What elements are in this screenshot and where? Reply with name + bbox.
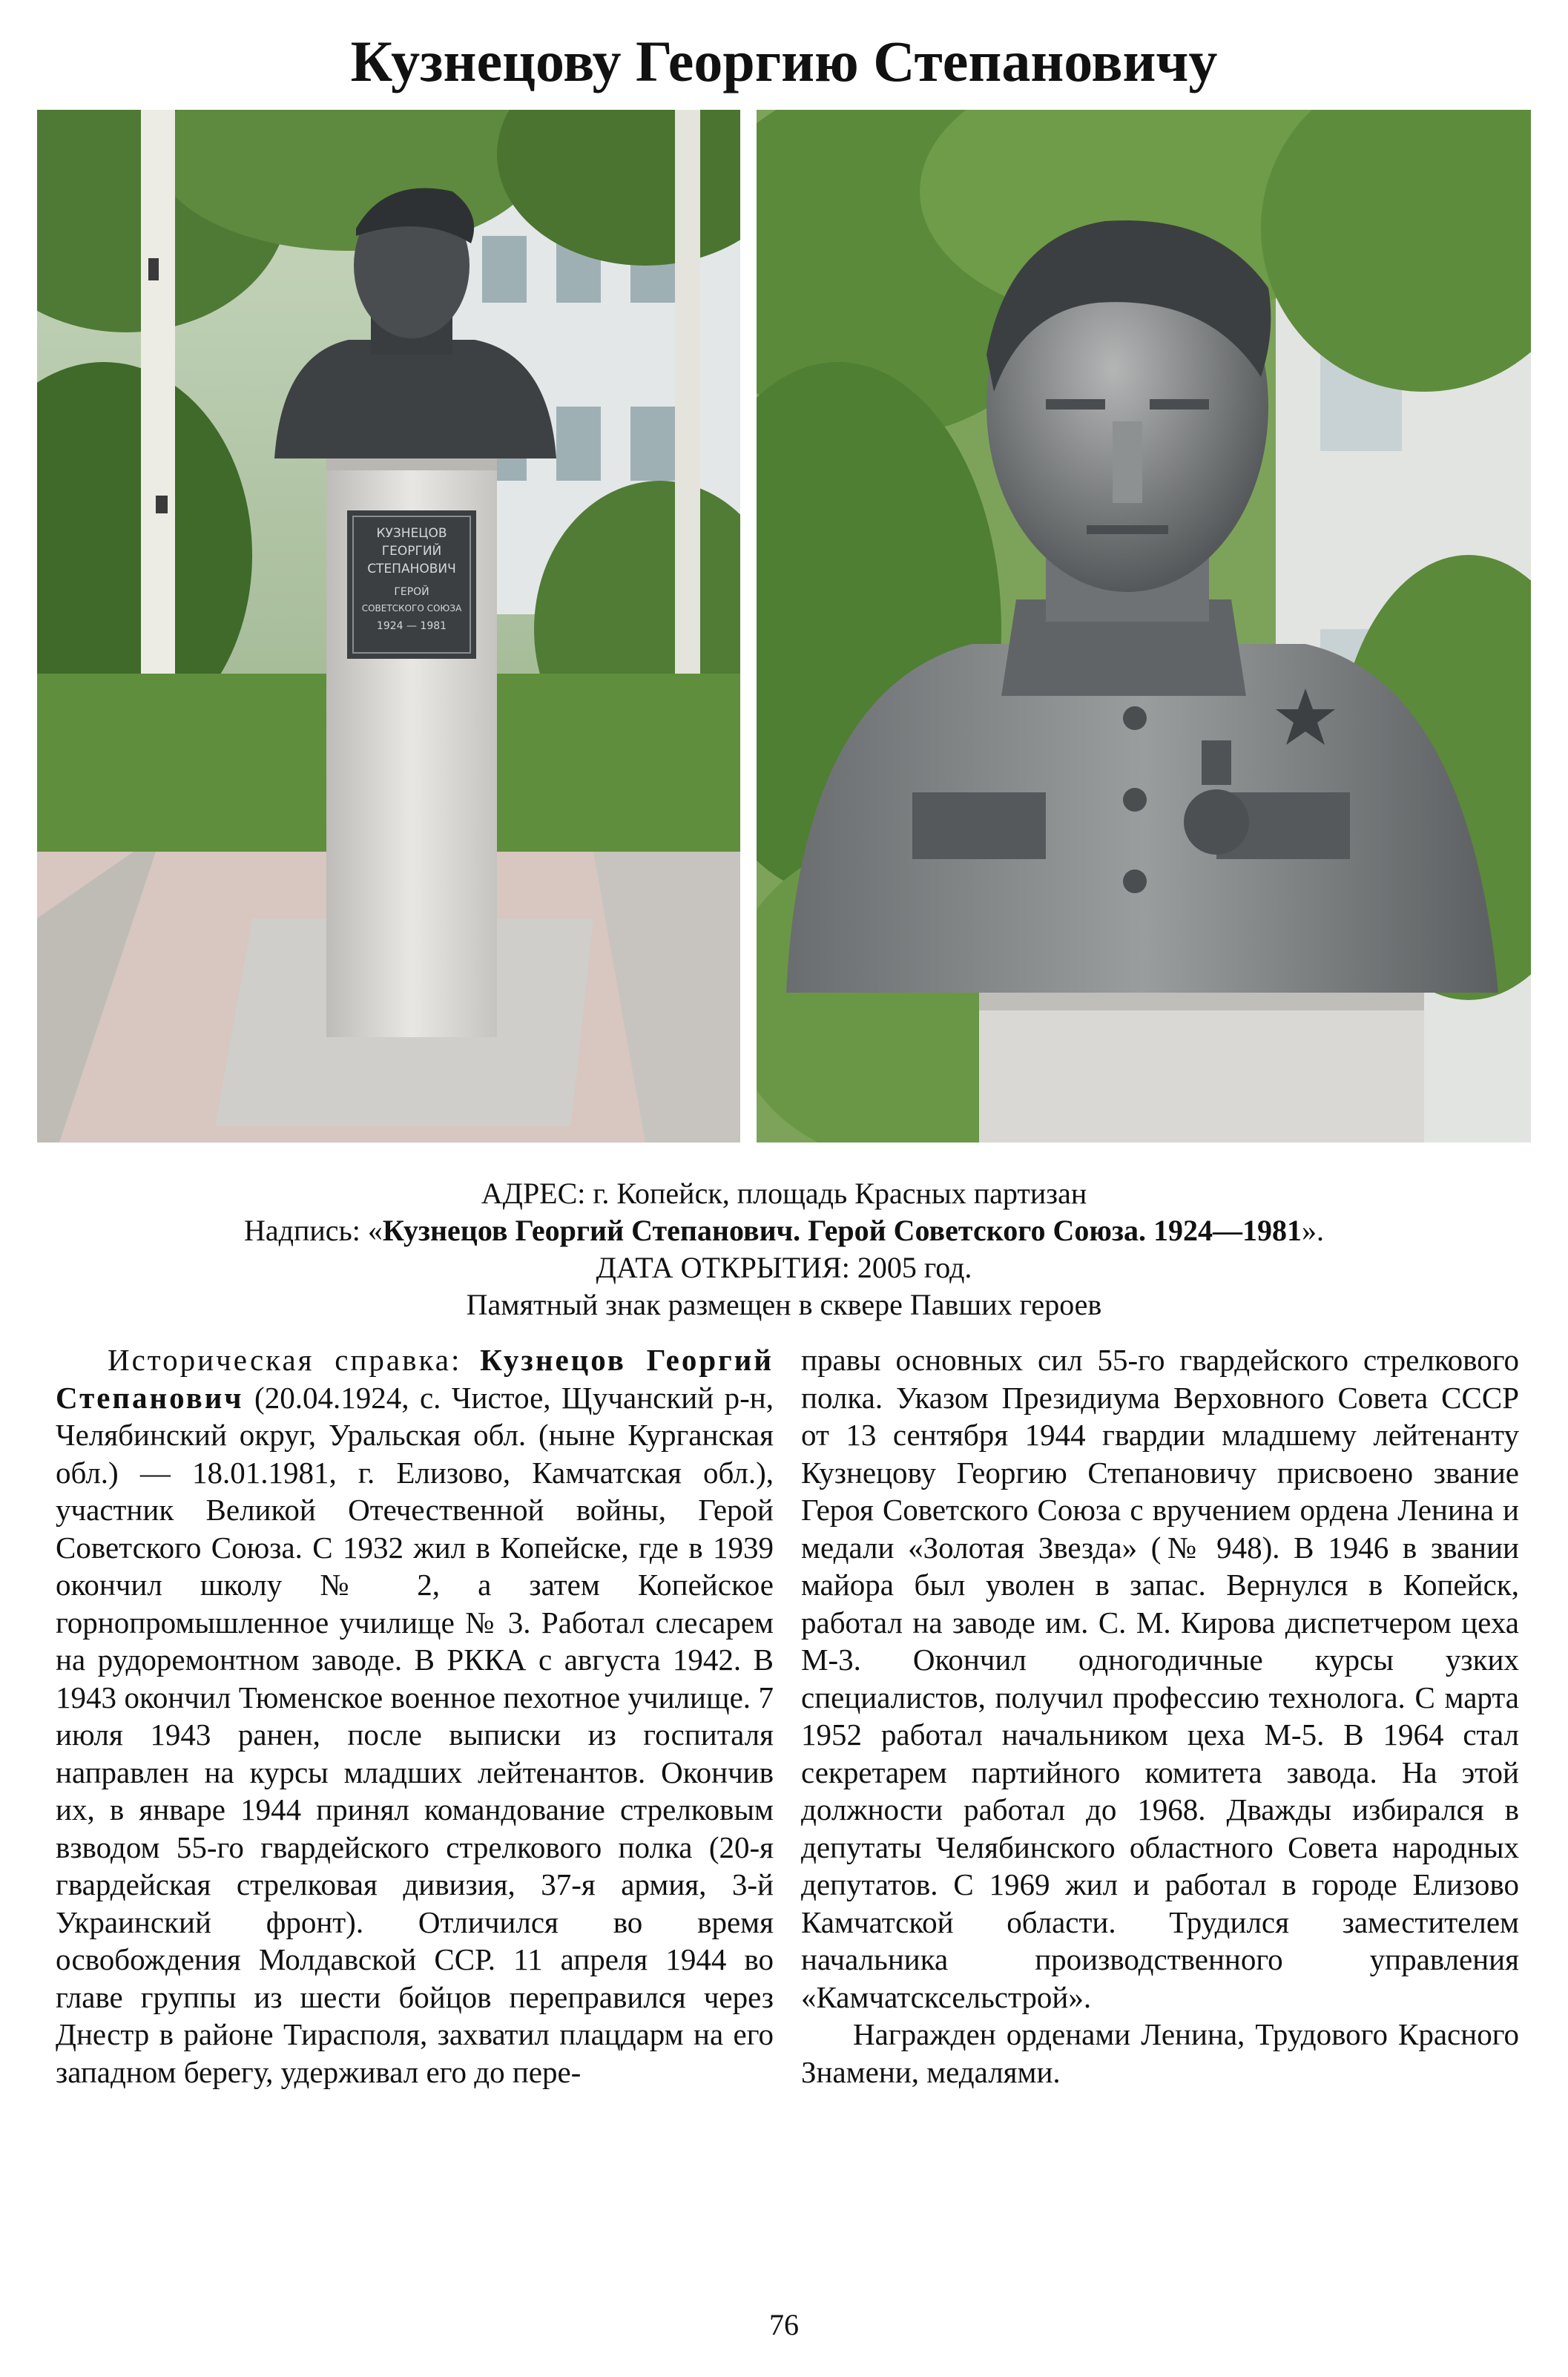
plaque-line: СТЕПАНОВИЧ xyxy=(367,562,456,576)
opening-label: ДАТА ОТКРЫТИЯ: xyxy=(596,1251,850,1284)
page-number: 76 xyxy=(769,2308,799,2341)
plaque-line: ГЕРОЙ xyxy=(394,586,429,598)
plaque-line: СОВЕТСКОГО СОЮЗА xyxy=(361,603,462,614)
hero-name: Кузнецов Георгий Степанович xyxy=(56,1343,774,1415)
inscription-open-quote: « xyxy=(367,1214,383,1247)
lead-label: Историческая справка: xyxy=(108,1343,462,1377)
address-label: АДРЕС: xyxy=(481,1177,586,1210)
address-value: г. Копейск, площадь Красных партизан xyxy=(593,1177,1087,1210)
page-title: Кузнецову Георгию Степановичу xyxy=(350,29,1218,93)
address-line xyxy=(0,1175,1568,1212)
inscription-line xyxy=(0,1212,1568,1249)
article-paragraph xyxy=(56,1341,774,2091)
photo-caption xyxy=(0,1175,1568,1324)
opening-date-line xyxy=(0,1249,1568,1286)
article-column-left xyxy=(56,1341,774,2091)
inscription-label: Надпись: xyxy=(244,1214,360,1247)
monument-full-view-photo xyxy=(37,110,740,1143)
location-note: Памятный знак размещен в сквере Павших героев xyxy=(466,1288,1102,1321)
awards-paragraph: Награжден орденами Ленина, Трудового Красного Знамени, медалями. xyxy=(801,2017,1519,2089)
plaque-line: КУЗНЕЦОВ xyxy=(376,526,447,541)
opening-value: 2005 год. xyxy=(857,1251,972,1284)
inscription-close-quote: ». xyxy=(1301,1214,1324,1247)
biography-text: (20.04.1924, с. Чистое, Щучанский р-н, Челябинский округ, Уральская обл. (ныне Курганская обл.) — 18.01.1981, г. Елизово, Камчатская обл.), участник Великой Отечественной войны, Герой Советского Союза. С 1932 жил в Копейске, где в 1939 окончил школу № 2, а затем Копейское горнопромышленное училище № 3. Работал слесарем на рудоремонтном заводе. В РККА с августа 1942. В 1943 окончил Тюменское военное пехотное училище. 7 июля 1943 ранен, после выписки из госпиталя направлен на курсы младших лейтенантов. Окончив их, в январе 1944 принял командование стрелковым взводом 55-го гвардейского стрелкового полка (20-я гвардейская стрелковая дивизия, 37-я армия, 3-й Украинский фронт). Отличился во время освобождения Молдавской ССР. 11 апреля 1944 во главе группы из шести бойцов переправился через Днестр в районе Тирасполя, захватил плацдарм на его западном берегу, удерживал его до пере- xyxy=(56,1380,774,2089)
inscription-value: Кузнецов Георгий Степанович. Герой Советского Союза. 1924—1981 xyxy=(382,1214,1302,1247)
plaque-line: ГЕОРГИЙ xyxy=(381,544,442,559)
article-paragraph: правы основных сил 55-го гвардейского стрелкового полка. Указом Президиума Верховного Совета СССР от 13 сентября 1944 гвардии младшему лейтенанту Кузнецову Георгию Степановичу присвоено звание Героя Советского Союза с вручением ордена Ленина и медали «Золотая Звезда» (№ 948). В 1946 в звании майора был уволен в запас. Вернулся в Копейск, работал на заводе им. С. М. Кирова диспетчером цеха М-3. Окончил одногодичные курсы узких специалистов, получил профессию технолога. С марта 1952 работал начальником цеха М-5. В 1964 стал секретарем партийного комитета завода. На этой должности работал до 1968. Дважды избирался в депутаты Челябинского областного Совета народных депутатов. С 1969 жил и работал в городе Елизово Камчатской области. Трудился заместителем начальника производственного управления «Камчатсксельстрой». xyxy=(801,1343,1519,2014)
bust-closeup-photo xyxy=(757,110,1531,1143)
article-column-right xyxy=(801,1341,1519,2091)
plaque-line: 1924 — 1981 xyxy=(376,620,447,632)
